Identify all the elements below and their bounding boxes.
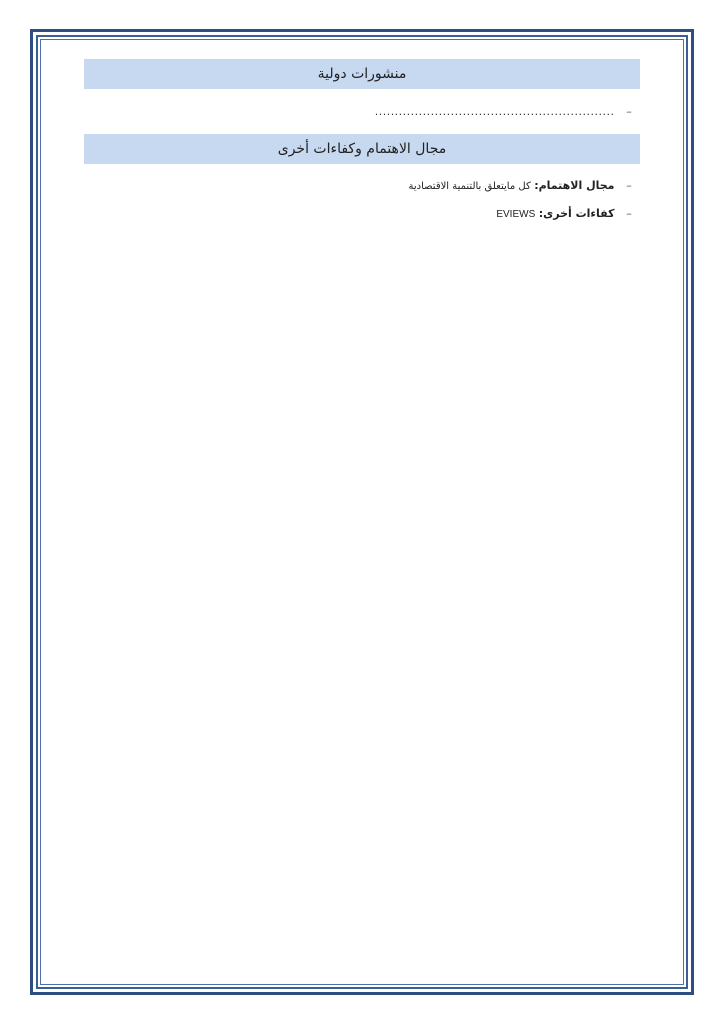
skills-list-item <box>496 205 640 223</box>
bullet-dash: – <box>626 179 632 192</box>
section-heading-publications: منشورات دولية <box>84 59 640 89</box>
skills-field-label: كفاءات أخرى: <box>538 207 615 220</box>
bullet-dash: – <box>626 207 632 220</box>
placeholder-dotted-line: ............................................................ <box>374 105 615 118</box>
interest-field-label: مجال الاهتمام: <box>534 179 615 192</box>
interest-field-value: كل مايتعلق بالتنمية الاقتصادية <box>408 181 531 192</box>
publications-list-item <box>375 103 640 121</box>
section-heading-interests: مجال الاهتمام وكفاءات أخرى <box>84 134 640 164</box>
bullet-dash: – <box>626 105 632 118</box>
skills-field-value: EVIEWS <box>496 209 536 220</box>
interest-list-item <box>408 177 640 195</box>
